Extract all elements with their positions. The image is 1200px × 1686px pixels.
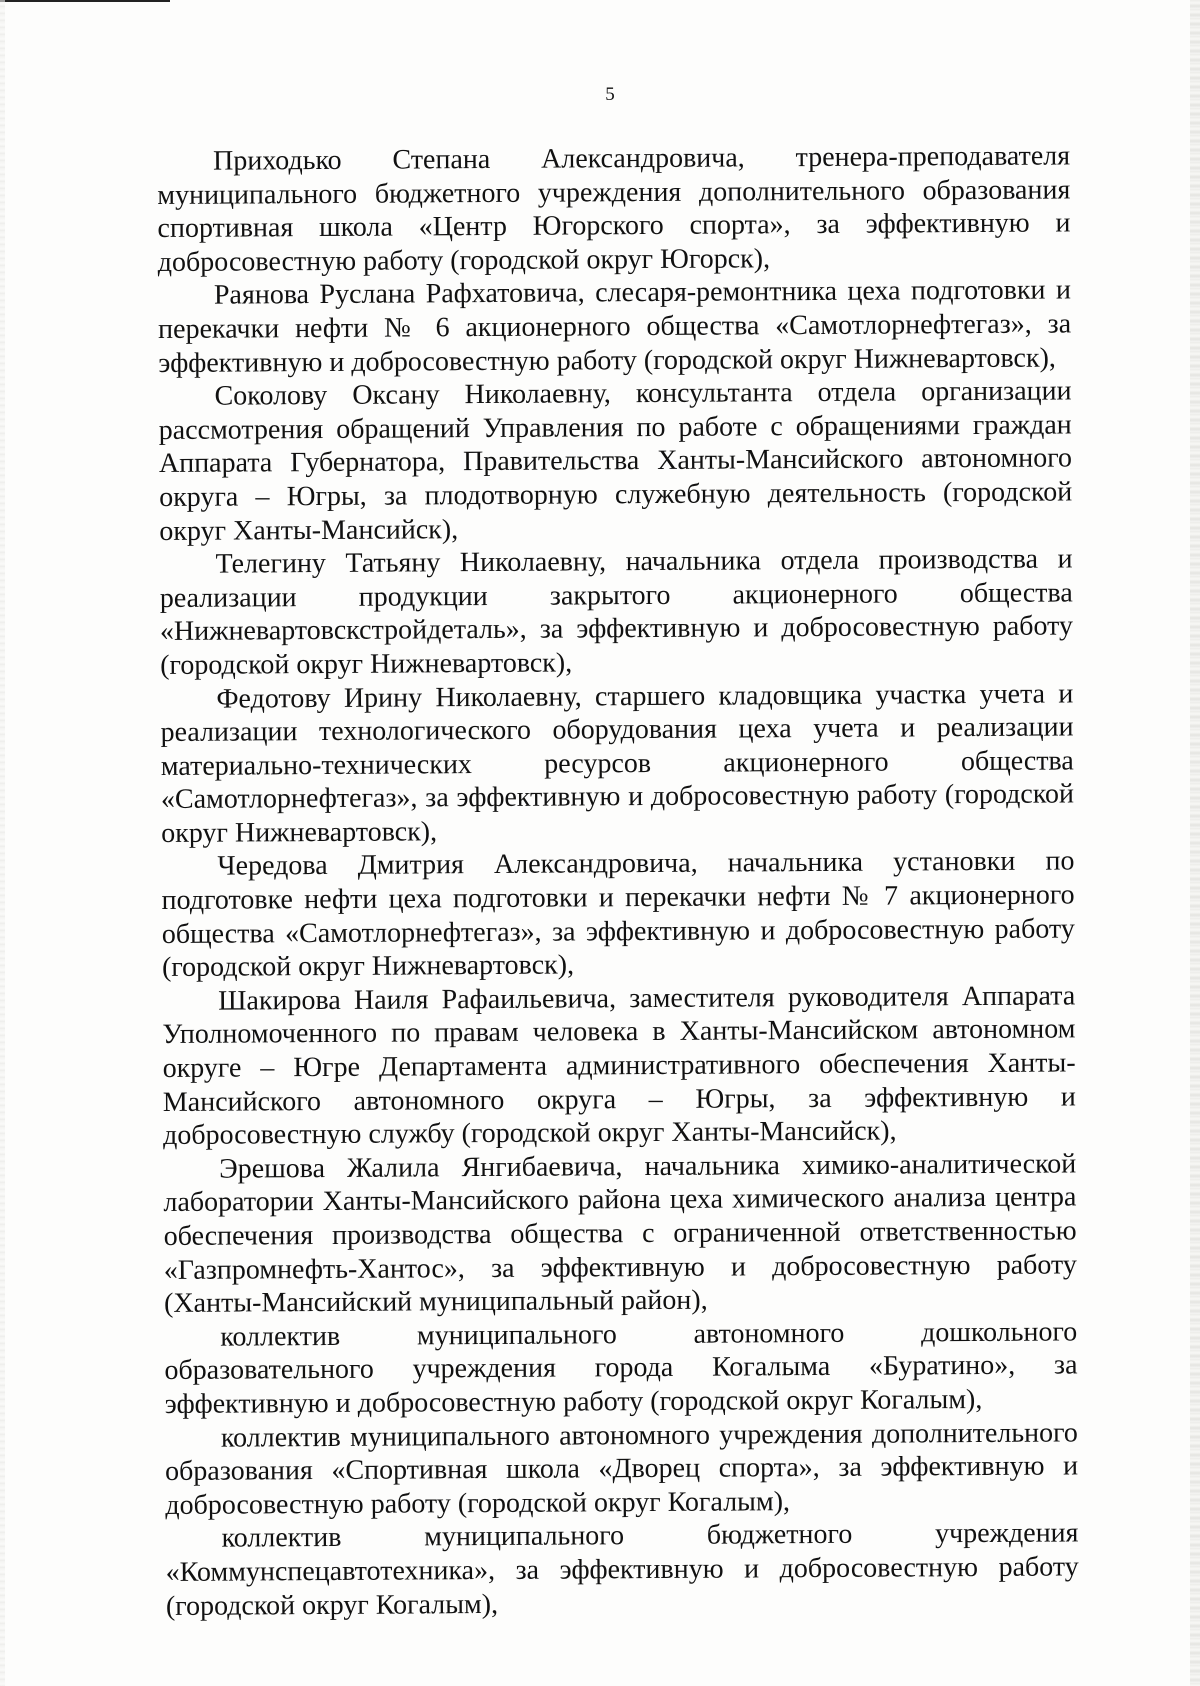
award-paragraph-telegina: Телегину Татьяну Николаевну, начальника отдела производства и реализации продукции закрытого акционерного общества «Нижневартовскстройдеталь», за эффективную и добросовестную работу (городской округ Нижневартовск),: [159, 543, 1074, 681]
award-paragraph-sokolova: Соколову Оксану Николаевну, консультанта отдела организации рассмотрения обращений Управления по работе с обращениями граждан Аппарата Губернатора, Правительства Ханты-Мансийского автономного округа – Югры, за плодотворную служебную деятельность (городской округ Ханты-Мансийск),: [158, 375, 1073, 547]
award-paragraph-prikhodko: Приходько Степана Александровича, тренера-преподавателя муниципального бюджетного учреждения дополнительного образования спортивная школа «Центр Югорского спорта», за эффективную и добросовестную работу (городской округ Югорск),: [157, 140, 1071, 278]
award-paragraph-ereshov: Эрешова Жалила Янгибаевича, начальника химико-аналитической лаборатории Ханты-Мансийского района цеха химического анализа центра обеспечения производства общества с ограниченной ответственностью «Газпромнефть-Хантос», за эффективную и добросовестную работу (Ханты-Мансийский муниципальный район),: [163, 1148, 1077, 1320]
award-paragraph-collective-kommunspetsavtotekhnika: коллектив муниципального бюджетного учреждения «Коммунспецавтотехника», за эффективную и добросовестную работу (городской округ Когалым),: [165, 1517, 1079, 1622]
award-paragraph-rayanov: Раянова Руслана Рафхатовича, слесаря-ремонтника цеха подготовки и перекачки нефти № 6 акционерного общества «Самотлорнефтегаз», за эффективную и добросовестную работу (городской округ Нижневартовск),: [158, 274, 1072, 379]
page-number: 5: [605, 84, 615, 105]
award-paragraph-cheredov: Чередова Дмитрия Александровича, начальника установки по подготовке нефти цеха подготовки и перекачки нефти № 7 акционерного общества «Самотлорнефтегаз», за эффективную и добросовестную работу (городской округ Нижневартовск),: [161, 845, 1075, 984]
award-paragraph-collective-buratino: коллектив муниципального автономного дошкольного образовательного учреждения города Когалыма «Буратино», за эффективную и добросовестную работу (городской округ Когалым),: [164, 1316, 1078, 1420]
document-body: [157, 139, 1079, 1623]
scan-edge-mark: [0, 0, 170, 2]
scan-left-edge: [0, 0, 5, 1686]
award-paragraph-fedotova: Федотову Ирину Николаевну, старшего кладовщика участка учета и реализации технологического оборудования цеха учета и реализации материально-технических ресурсов акционерного общества «Самотлорнефтегаз», за эффективную и добросовестную работу (городской округ Нижневартовск),: [160, 677, 1075, 849]
award-paragraph-shakirov: Шакирова Наиля Рафаильевича, заместителя руководителя Аппарата Уполномоченного по правам человека в Ханты-Мансийском автономном округе – Югре Департамента административного обеспечения Ханты-Мансийского автономного округа – Югры, за эффективную и добросовестную службу (городской округ Ханты-Мансийск),: [162, 980, 1076, 1152]
award-paragraph-collective-dvorets-sporta: коллектив муниципального автономного учреждения дополнительного образования «Спортивная школа «Дворец спорта», за эффективную и добросовестную работу (городской округ Когалым),: [165, 1416, 1079, 1521]
scan-right-edge: [1190, 0, 1200, 1686]
